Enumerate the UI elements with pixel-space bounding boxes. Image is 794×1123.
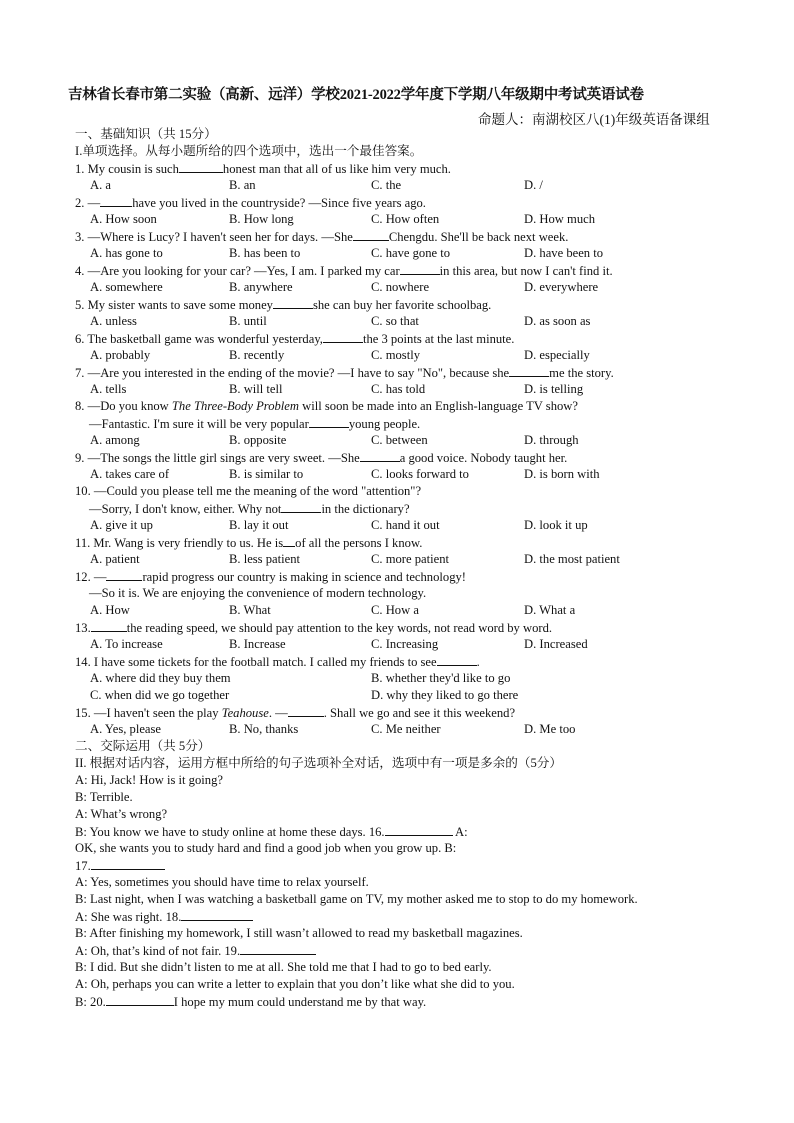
option-b: B. What [229, 603, 271, 617]
question-response [75, 415, 765, 432]
option-c: C. Me neither [371, 722, 441, 736]
option-b: B. has been to [229, 246, 301, 260]
option-a: A. somewhere [90, 280, 163, 294]
option-a: A. tells [90, 382, 127, 396]
answer-blank [100, 194, 132, 207]
option-d: D. as soon as [524, 314, 591, 328]
dialogue-line [75, 959, 765, 976]
answer-blank [360, 449, 400, 462]
option-b: B. recently [229, 348, 285, 362]
option-b: B. opposite [229, 433, 287, 447]
question-text: will soon be made into an English-language TV show? [298, 399, 578, 413]
question-text: 4. —Are you looking for your car? —Yes, I am. I parked my car [75, 264, 400, 278]
option-d: D. why they liked to go there [371, 688, 519, 702]
option-b: B. lay it out [229, 518, 289, 532]
answer-blank [353, 228, 389, 241]
question-text: 10. —Could you please tell me the meaning of the word "attention"? [75, 484, 422, 498]
option-b: B. Increase [229, 637, 286, 651]
dialogue-line [75, 925, 765, 942]
question-stem [75, 262, 765, 279]
question-text: . Shall we go and see it this weekend? [323, 706, 516, 720]
option-a: A. give it up [90, 518, 153, 532]
question-stem [75, 568, 765, 585]
option-row [75, 721, 765, 738]
dialogue [75, 772, 765, 1010]
question-text: the 3 points at the last minute. [362, 332, 515, 346]
question-text: 2. — [75, 196, 101, 210]
option-b: B. less patient [229, 552, 301, 566]
dialogue-text: B: 20. [75, 995, 106, 1009]
option-c: C. have gone to [371, 246, 451, 260]
question-text: 3. —Where is Lucy? I haven't seen her for days. —She [75, 230, 353, 244]
option-row [75, 466, 765, 483]
question-stem [75, 364, 765, 381]
option-row [75, 245, 765, 262]
option-row [75, 211, 765, 228]
title-text: Teahouse [221, 706, 269, 720]
dialogue-line [75, 840, 765, 857]
dialogue-line [75, 908, 765, 925]
question-response [75, 585, 765, 602]
section-1-instruction: I.单项选择。从每小题所给的四个选项中，选出一个最佳答案。 [75, 144, 423, 158]
section-1-heading: 一、基础知识（共 15分） [75, 127, 217, 141]
dialogue-text: A: Oh, that’s kind of not fair. 19. [75, 944, 241, 958]
question-text: . [476, 655, 480, 669]
dialogue-text: A: Oh, perhaps you can write a letter to explain that you don’t like what she did to you. [75, 977, 515, 991]
option-d: D. especially [524, 348, 590, 362]
question-text: honest man that all of us like him very much. [222, 162, 451, 176]
question-list [75, 160, 765, 738]
question-text: in this area, but now I can't find it. [439, 264, 613, 278]
question-text: 5. My sister wants to save some money [75, 298, 273, 312]
answer-blank [323, 330, 363, 343]
option-row [75, 602, 765, 619]
question-stem [75, 330, 765, 347]
dialogue-line [75, 874, 765, 891]
option-d: D. look it up [524, 518, 588, 532]
option-d: D. What a [524, 603, 576, 617]
question-text: the reading speed, we should pay attention to the key words, not read word by word. [126, 621, 553, 635]
option-b: B. is similar to [229, 467, 304, 481]
question-text: —So it is. We are enjoying the convenience of modern technology. [89, 586, 427, 600]
answer-blank [91, 619, 127, 632]
answer-blank [288, 704, 324, 717]
question-text: 9. —The songs the little girl sings are very sweet. —She [75, 451, 360, 465]
option-c: C. Increasing [371, 637, 439, 651]
exam-title: 吉林省长春市第二实验（高新、远洋）学校2021-2022学年度下学期八年级期中考试英语试卷 [68, 87, 644, 103]
option-row [75, 432, 765, 449]
question-text: 14. I have some tickets for the football match. I called my friends to see [75, 655, 437, 669]
option-a: A. takes care of [90, 467, 170, 481]
option-c: C. hand it out [371, 518, 440, 532]
question-text: me the story. [549, 366, 614, 380]
option-a: A. among [90, 433, 140, 447]
question-stem [75, 398, 765, 415]
dialogue-text: B: I did. But she didn’t listen to me at all. She told me that I had to go to bed early. [75, 960, 492, 974]
answer-blank [309, 415, 349, 428]
option-b: B. will tell [229, 382, 283, 396]
question-text: in the dictionary? [321, 502, 410, 516]
option-d: D. How much [524, 212, 596, 226]
question-response [75, 500, 765, 517]
option-d: D. is born with [524, 467, 600, 481]
answer-blank [273, 296, 313, 309]
dialogue-line [75, 772, 765, 789]
question-stem [75, 653, 765, 670]
section-2-instruction: II. 根据对话内容，运用方框中所给的句子选项补全对话，选项中有一项是多余的（5分） [75, 756, 562, 770]
option-row [75, 381, 765, 398]
option-row [75, 636, 765, 653]
option-a: A. a [90, 178, 111, 192]
question-text: 8. —Do you know [75, 399, 172, 413]
option-d: D. Me too [524, 722, 576, 736]
dialogue-line [75, 993, 765, 1010]
option-a: A. How [90, 603, 130, 617]
question-text: 1. My cousin is such [75, 162, 179, 176]
question-text: 13. [75, 621, 91, 635]
option-a: A. where did they buy them [90, 671, 231, 685]
option-b: B. No, thanks [229, 722, 299, 736]
option-c: C. when did we go together [90, 688, 230, 702]
dialogue-line [75, 806, 765, 823]
dialogue-line [75, 857, 765, 874]
option-d: D. / [524, 178, 543, 192]
option-c: C. nowhere [371, 280, 430, 294]
question-text: 7. —Are you interested in the ending of the movie? —I have to say "No", because she [75, 366, 510, 380]
question-text: she can buy her favorite schoolbag. [312, 298, 492, 312]
option-c: C. looks forward to [371, 467, 469, 481]
option-row [75, 517, 765, 534]
question-text: young people. [348, 417, 421, 431]
question-stem [75, 619, 765, 636]
question-stem [75, 449, 765, 466]
question-text: 15. —I haven't seen the play [75, 706, 222, 720]
option-b: B. until [229, 314, 267, 328]
option-a: A. Yes, please [90, 722, 162, 736]
title-text: The Three-Body Problem [171, 399, 299, 413]
option-b: B. an [229, 178, 256, 192]
option-c: C. has told [371, 382, 426, 396]
answer-blank [106, 993, 174, 1006]
answer-blank [283, 534, 295, 547]
option-a: A. How soon [90, 212, 157, 226]
option-c: C. How a [371, 603, 419, 617]
option-a: A. To increase [90, 637, 163, 651]
question-text: . — [268, 706, 288, 720]
option-d: D. is telling [524, 382, 584, 396]
dialogue-line [75, 823, 765, 840]
option-row [75, 279, 765, 296]
answer-blank [281, 500, 321, 513]
question-text: have you lived in the countryside? —Since five years ago. [132, 196, 426, 210]
option-b: B. How long [229, 212, 294, 226]
dialogue-text: A: She was right. 18. [75, 910, 182, 924]
answer-blank [400, 262, 440, 275]
question-text: rapid progress our country is making in science and technology! [142, 570, 466, 584]
option-c: C. How often [371, 212, 440, 226]
answer-blank [179, 160, 223, 173]
option-b: B. whether they'd like to go [371, 671, 511, 685]
question-text: —Sorry, I don't know, either. Why not [89, 502, 282, 516]
dialogue-text: 17. [75, 859, 91, 873]
question-text: 11. Mr. Wang is very friendly to us. He is [75, 536, 284, 550]
answer-blank [437, 653, 477, 666]
question-stem [75, 704, 765, 721]
option-a: A. has gone to [90, 246, 163, 260]
option-d: D. Increased [524, 637, 588, 651]
dialogue-line [75, 891, 765, 908]
dialogue-text: I hope my mum could understand me by that way. [173, 995, 427, 1009]
section-1 [75, 126, 765, 1010]
dialogue-text: A: Yes, sometimes you should have time to relax yourself. [75, 875, 369, 889]
dialogue-text: OK, she wants you to study hard and find a good job when you grow up. B: [75, 841, 457, 855]
option-d: D. the most patient [524, 552, 620, 566]
dialogue-line [75, 789, 765, 806]
option-a: A. probably [90, 348, 151, 362]
option-a: A. unless [90, 314, 137, 328]
answer-blank [181, 908, 253, 921]
question-stem [75, 483, 765, 500]
question-text: Chengdu. She'll be back next week. [388, 230, 569, 244]
option-a: A. patient [90, 552, 140, 566]
option-row [75, 177, 765, 194]
answer-blank [240, 942, 316, 955]
option-d: D. through [524, 433, 579, 447]
option-d: D. everywhere [524, 280, 599, 294]
option-c: C. more patient [371, 552, 449, 566]
section-2-heading: 二、交际运用（共 5分） [75, 739, 211, 753]
option-c: C. between [371, 433, 428, 447]
option-b: B. anywhere [229, 280, 293, 294]
question-stem [75, 194, 765, 211]
question-text: 12. — [75, 570, 107, 584]
answer-blank [91, 857, 165, 870]
dialogue-text: B: You know we have to study online at home these days. 16. [75, 825, 385, 839]
dialogue-text: B: Last night, when I was watching a basketball game on TV, my mother asked me to stop to do my homework. [75, 892, 638, 906]
option-row [75, 551, 765, 568]
question-stem [75, 160, 765, 177]
dialogue-text: B: After finishing my homework, I still wasn’t allowed to read my basketball magazines. [75, 926, 523, 940]
option-row [75, 347, 765, 364]
question-text: of all the persons I know. [295, 536, 423, 550]
option-c: C. the [371, 178, 402, 192]
answer-blank [385, 823, 453, 836]
question-text: a good voice. Nobody taught her. [399, 451, 568, 465]
dialogue-text: A: Hi, Jack! How is it going? [75, 773, 223, 787]
option-row [75, 670, 765, 687]
question-text: 6. The basketball game was wonderful yesterday, [75, 332, 323, 346]
option-d: D. have been to [524, 246, 604, 260]
answer-blank [509, 364, 549, 377]
question-stem [75, 228, 765, 245]
dialogue-text: B: Terrible. [75, 790, 133, 804]
question-stem [75, 534, 765, 551]
question-text: —Fantastic. I'm sure it will be very popular [89, 417, 309, 431]
option-c: C. mostly [371, 348, 420, 362]
option-c: C. so that [371, 314, 419, 328]
option-row [75, 313, 765, 330]
answer-blank [106, 568, 142, 581]
dialogue-text: A: What’s wrong? [75, 807, 168, 821]
dialogue-line [75, 976, 765, 993]
option-row [75, 687, 765, 704]
exam-author: 命题人：南湖校区八(1)年级英语备课组 [478, 112, 710, 127]
dialogue-text: A: [452, 825, 468, 839]
question-stem [75, 296, 765, 313]
dialogue-line [75, 942, 765, 959]
